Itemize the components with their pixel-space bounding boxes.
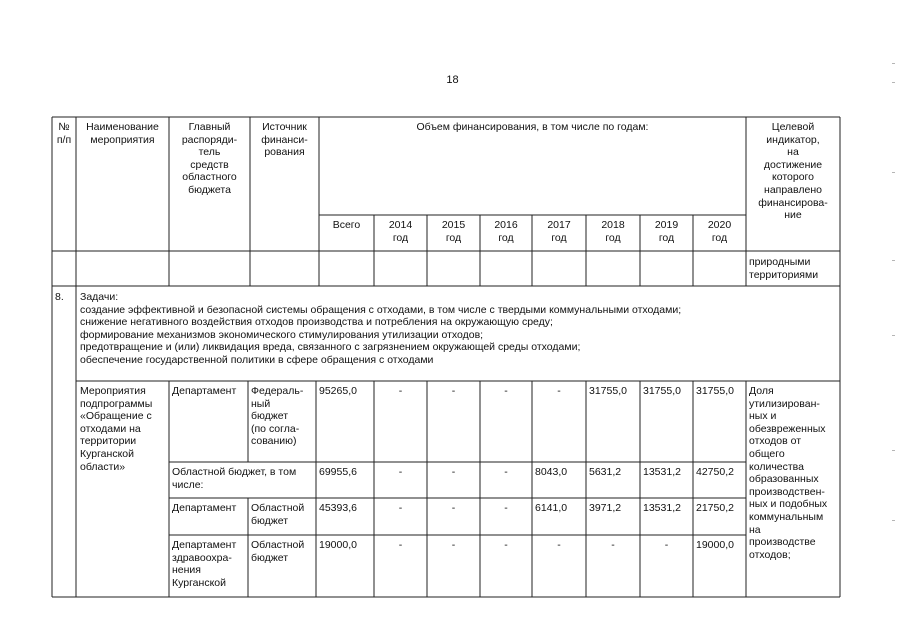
row-0-source: Федераль- ный бюджет (по согла- сованию) — [251, 385, 304, 448]
scan-mark — [892, 520, 895, 521]
header-volume: Объем финансирования, в том числе по годам: — [416, 121, 649, 133]
row-0-2015: - — [451, 385, 456, 397]
header-name: Наименование мероприятия — [86, 121, 159, 146]
header-year-2019: 2019 год — [654, 219, 679, 244]
header-total: Всего — [332, 219, 361, 231]
row-1-2019: 13531,2 — [643, 466, 681, 478]
row-2-2014: - — [398, 502, 403, 514]
row-1-2014: - — [398, 466, 403, 478]
row-1-2017: 8043,0 — [535, 466, 568, 478]
event-name: Мероприятия подпрограммы «Обращение с отходами на территории Курганской области» — [80, 385, 153, 473]
continued-indicator: природными территориями — [749, 256, 819, 281]
row-3-2015: - — [451, 539, 456, 551]
row-2-2016: - — [504, 502, 508, 514]
row-1-2020: 42750,2 — [696, 466, 734, 478]
header-manager: Главный распоряди- тель средств областного бюджета — [181, 121, 238, 196]
scan-mark — [892, 63, 895, 64]
row-0-total: 95265,0 — [319, 385, 357, 397]
row-1-2016: - — [504, 466, 508, 478]
row-0-manager: Департамент — [172, 385, 237, 397]
row-3-2018: - — [611, 539, 615, 551]
row-3-2020: 19000,0 — [696, 539, 734, 551]
row-3-2016: - — [504, 539, 508, 551]
row-0-2019: 31755,0 — [643, 385, 681, 397]
row-3-2017: - — [557, 539, 561, 551]
row-2-2017: 6141,0 — [535, 502, 568, 514]
header-year-2020: 2020 год — [707, 219, 732, 244]
row-3-source: Областной бюджет — [251, 539, 305, 564]
row-3-total: 19000,0 — [319, 539, 357, 551]
row-2-2015: - — [451, 502, 456, 514]
row-0-2014: - — [398, 385, 403, 397]
row-0-2018: 31755,0 — [589, 385, 627, 397]
row-3-2019: - — [664, 539, 669, 551]
row-2-total: 45393,6 — [319, 502, 357, 514]
row-3-2014: - — [398, 539, 403, 551]
row-2-2019: 13531,2 — [643, 502, 681, 514]
section-num: 8. — [55, 291, 64, 303]
header-year-2018: 2018 год — [601, 219, 625, 244]
scan-mark — [892, 172, 895, 173]
scan-mark — [892, 335, 895, 336]
row-0-2020: 31755,0 — [696, 385, 734, 397]
header-indicator: Целевой индикатор, на достижение которого направлено финансирова- ние — [758, 121, 828, 222]
header-source: Источник финанси- рования — [261, 121, 308, 159]
header-year-2017: 2017 год — [547, 219, 571, 244]
event-indicator: Доля утилизирован- ных и обезвреженных отходов от общего количества образованных производствен- ных и подобных коммунальным на производстве отходов; — [749, 385, 828, 561]
row-2-manager: Департамент — [172, 502, 237, 514]
row-2-2018: 3971,2 — [589, 502, 622, 514]
row-2-source: Областной бюджет — [251, 502, 305, 527]
header-year-2016: 2016 год — [494, 219, 518, 244]
row-2-2020: 21750,2 — [696, 502, 734, 514]
section-tasks: Задачи: создание эффективной и безопасной системы обращения с отходами, в том числе с твердыми коммунальными отходами; снижение негативного воздействия отходов производства и потребления на окружающую среду; формирование механизмов экономического стимулирования утилизации отходов; предотвращение и (или) ликвидация вреда, связанного с загрязнением окружающей среды отходами; обеспечение государственной политики в сфере обращения с отходами — [80, 291, 682, 366]
header-year-2014: 2014 год — [388, 219, 413, 244]
row-1-2018: 5631,2 — [589, 466, 622, 478]
scan-mark — [892, 82, 895, 83]
row-3-manager: Департамент здравоохра- нения Курганской — [172, 539, 237, 589]
row-1-2015: - — [451, 466, 456, 478]
page-number: 18 — [446, 74, 459, 86]
scan-mark — [892, 260, 895, 261]
header-year-2015: 2015 год — [441, 219, 466, 244]
row-0-2016: - — [504, 385, 508, 397]
row-1-total: 69955,6 — [319, 466, 357, 478]
scan-mark — [892, 450, 895, 451]
row-0-2017: - — [557, 385, 561, 397]
header-num: № п/п — [56, 121, 72, 146]
row-1-label: Областной бюджет, в том числе: — [172, 466, 297, 491]
